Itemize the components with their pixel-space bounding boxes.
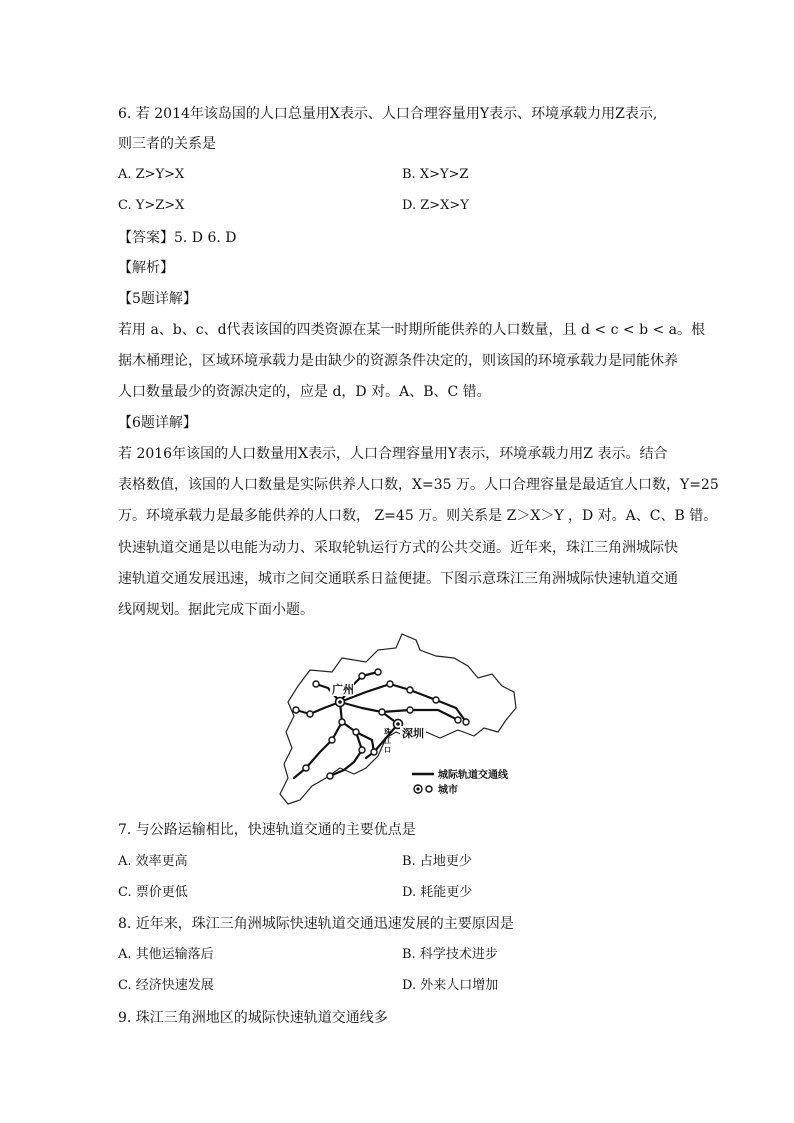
q7-option-b: B. 占地更少 [402,854,472,869]
detail-6-line-3: 万。环境承载力是最多能供养的人口数， Z=45 万。则关系是 Z＞X＞Y ，D 对。A、C、B 错。 [118,508,718,524]
q8-stem: 8. 近年来，珠江三角洲城际快速轨道交通迅速发展的主要原因是 [118,916,514,932]
detail-6-line-2: 表格数值，该国的人口数量是实际供养人口数，X=35 万。人口合理容量是最适宜人口数，Y=25 [118,477,719,493]
city-marker [371,749,377,755]
city-marker [327,773,333,779]
legend-line-label: 城际轨道交通线 [438,770,508,781]
shenzhen-label: 深圳 [402,727,424,740]
q8-option-d: D. 外来人口增加 [402,978,499,993]
city-marker [359,747,365,753]
intro-line-3: 线网规划。据此完成下面小题。 [118,602,314,618]
detail-5-title: 【5题详解】 [118,291,197,307]
q7-option-a: A. 效率更高 [118,854,188,869]
pearl-river-delta-rail-map [270,628,530,812]
intro-line-1: 快速轨道交通是以电能为动力、采取轮轨运行方式的公共交通。近年来，珠江三角洲城际快 [118,540,678,556]
city-marker [339,719,345,725]
city-marker [463,719,469,725]
city-marker [387,681,393,687]
intro-line-2: 速轨道交通发展迅速，城市之间交通联系日益便捷。下图示意珠江三角洲城际快速轨道交通 [118,571,678,587]
q6-option-c: C. Y>Z>X [118,198,185,213]
pearl-river-mouth-label-3: 口 [384,746,391,754]
city-marker [433,697,439,703]
q6-option-a: A. Z>Y>X [118,167,185,182]
q6-stem-line-1: 6. 若 2014年该岛国的人口总量用X表示、人口合理容量用Y表示、环境承载力用Z表示, [118,106,658,122]
q6-option-b: B. X>Y>Z [402,167,469,182]
answer-line: 【答案】5. D 6. D [118,230,237,246]
detail-6-line-1: 若 2016年该国的人口数量用X表示，人口合理容量用Y表示，环境承载力用Z 表示。结合 [118,446,668,462]
analysis-title: 【解析】 [118,260,174,276]
city-marker [329,737,335,743]
city-marker [407,707,413,713]
rail-line-guangzhou-shenzhen [340,702,398,724]
rail-line-east-loop [382,710,458,720]
city-marker [293,707,299,713]
city-marker [379,709,385,715]
detail-5-line-2: 据木桶理论，区域环境承载力是由缺少的资源条件决定的，则该国的环境承载力是同能休养 [118,353,678,369]
q6-option-d: D. Z>X>Y [402,198,469,213]
city-marker [353,729,359,735]
detail-5-line-3: 人口数量最少的资源决定的，应是 d，D 对。A、B、C 错。 [118,384,491,400]
legend-city-label: 城市 [438,785,458,796]
city-marker [407,687,413,693]
city-marker [303,765,309,771]
q7-option-d: D. 耗能更少 [402,885,473,900]
q6-stem-line-2: 则三者的关系是 [118,136,216,152]
rail-line-east [340,684,466,722]
q8-option-b: B. 科学技术进步 [402,947,498,962]
rail-line-west [296,702,340,714]
city-marker [313,681,319,687]
pearl-river-mouth-label-2: 江 [384,737,391,745]
detail-5-line-1: 若用 a、b、c、d代表该国的四类资源在某一时期所能供养的人口数量，且 d < c < b < a。根 [118,322,706,338]
q9-stem: 9. 珠江三角洲地区的城际快速轨道交通线多 [118,1010,388,1026]
q8-option-a: A. 其他运输落后 [118,947,214,962]
city-marker [307,711,313,717]
q7-option-c: C. 票价更低 [118,885,188,900]
q7-stem: 7. 与公路运输相比，快速轨道交通的主要优点是 [118,822,416,838]
legend-city-symbol-minor [426,786,432,792]
detail-6-title: 【6题详解】 [118,415,197,431]
city-marker [375,669,381,675]
city-marker [455,717,461,723]
pearl-river-mouth-label-1: 珠 [384,728,391,736]
city-marker [359,673,365,679]
q8-option-c: C. 经济快速发展 [118,978,214,993]
guangzhou-label: 广州 [332,683,354,696]
